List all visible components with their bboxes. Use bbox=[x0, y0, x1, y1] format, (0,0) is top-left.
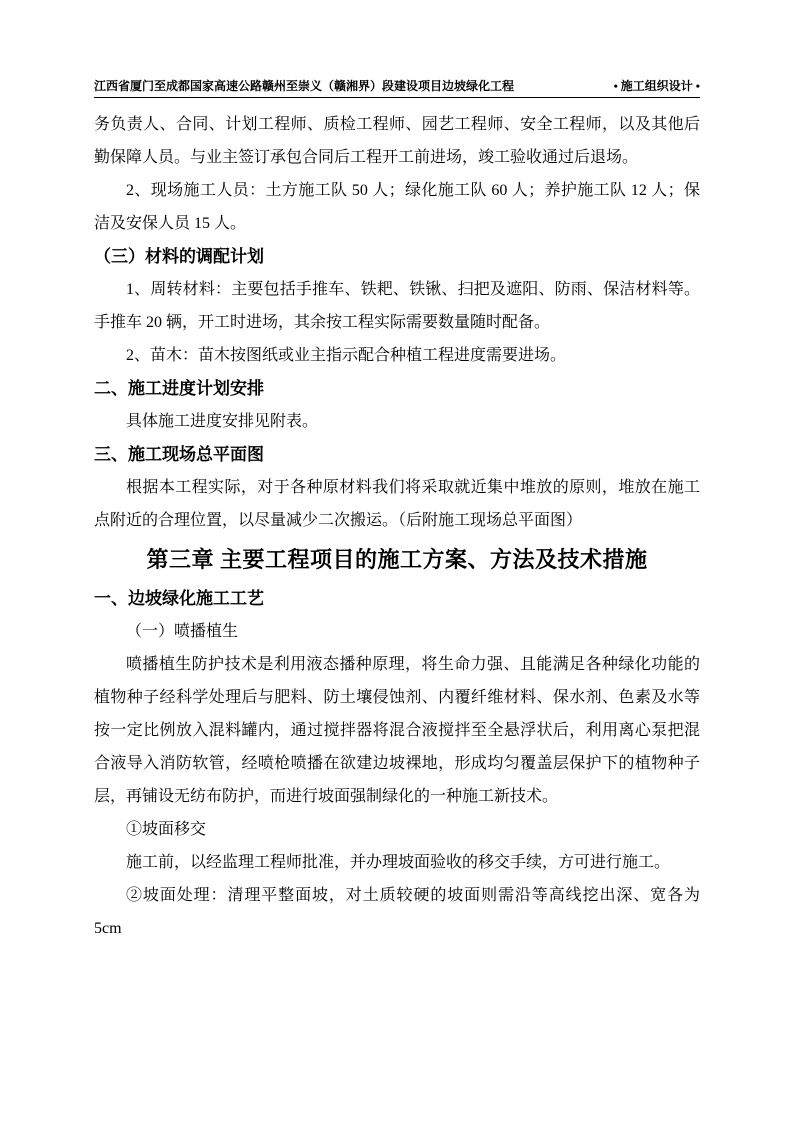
header-doc-label: • 施工组织设计 • bbox=[613, 79, 700, 93]
heading-site-layout-plan: 三、施工现场总平面图 bbox=[94, 445, 264, 464]
chapter-title: 第三章 主要工程项目的施工方案、方法及技术措施 bbox=[146, 547, 648, 572]
heading-material-allocation-plan: （三）材料的调配计划 bbox=[94, 247, 264, 266]
paragraph-schedule-note: 具体施工进度安排见附表。 bbox=[126, 413, 319, 430]
heading-slope-greening-process: 一、边坡绿化施工工艺 bbox=[94, 589, 264, 608]
heading-construction-schedule: 二、施工进度计划安排 bbox=[94, 379, 264, 398]
paragraph-site-workers: 2、现场施工人员：土方施工队 50 人；绿化施工队 60 人；养护施工队 12 人；保洁及安保人员 15 人。 bbox=[94, 182, 700, 232]
document-body bbox=[94, 108, 700, 945]
paragraph-slope-handover-title: ①坡面移交 bbox=[126, 821, 207, 838]
paragraph-turnover-materials: 1、周转材料：主要包括手推车、铁耙、铁锹、扫把及遮阳、防雨、保洁材料等。手推车 20 辆，开工时进场，其余按工程实际需要数量随时配备。 bbox=[94, 281, 700, 331]
page-header bbox=[94, 0, 700, 98]
paragraph-slope-treatment: ②坡面处理：清理平整面坡，对土质较硬的坡面则需沿等高线挖出深、宽各为 5cm bbox=[94, 887, 700, 937]
paragraph-personnel-continued: 务负责人、合同、计划工程师、质检工程师、园艺工程师、安全工程师，以及其他后勤保障人员。与业主签订承包合同后工程开工前进场，竣工验收通过后退场。 bbox=[94, 116, 700, 166]
paragraph-spray-seeding-description: 喷播植生防护技术是利用液态播种原理，将生命力强、且能满足各种绿化功能的植物种子经科学处理后与肥料、防土壤侵蚀剂、内覆纤维材料、保水剂、色素及水等按一定比例放入混料罐内，通过搅拌器将混合液搅拌至全悬浮状后，利用离心泵把混合液导入消防软管，经喷枪喷播在欲建边坡裸地，形成均匀覆盖层保护下的植物种子层，再铺设无纺布防护，而进行坡面强制绿化的一种施工新技术。 bbox=[94, 656, 700, 805]
paragraph-seedlings: 2、苗木：苗木按图纸或业主指示配合种植工程进度需要进场。 bbox=[126, 347, 567, 364]
paragraph-spray-seeding-title: （一）喷播植生 bbox=[126, 623, 239, 640]
paragraph-material-stacking: 根据本工程实际，对于各种原材料我们将采取就近集中堆放的原则，堆放在施工点附近的合理位置，以尽量减少二次搬运。（后附施工现场总平面图） bbox=[94, 479, 700, 529]
paragraph-slope-handover: 施工前，以经监理工程师批准，并办理坡面验收的移交手续，方可进行施工。 bbox=[126, 854, 671, 871]
header-project-title: 江西省厦门至成都国家高速公路赣州至崇义（赣湘界）段建设项目边坡绿化工程 bbox=[94, 79, 515, 93]
